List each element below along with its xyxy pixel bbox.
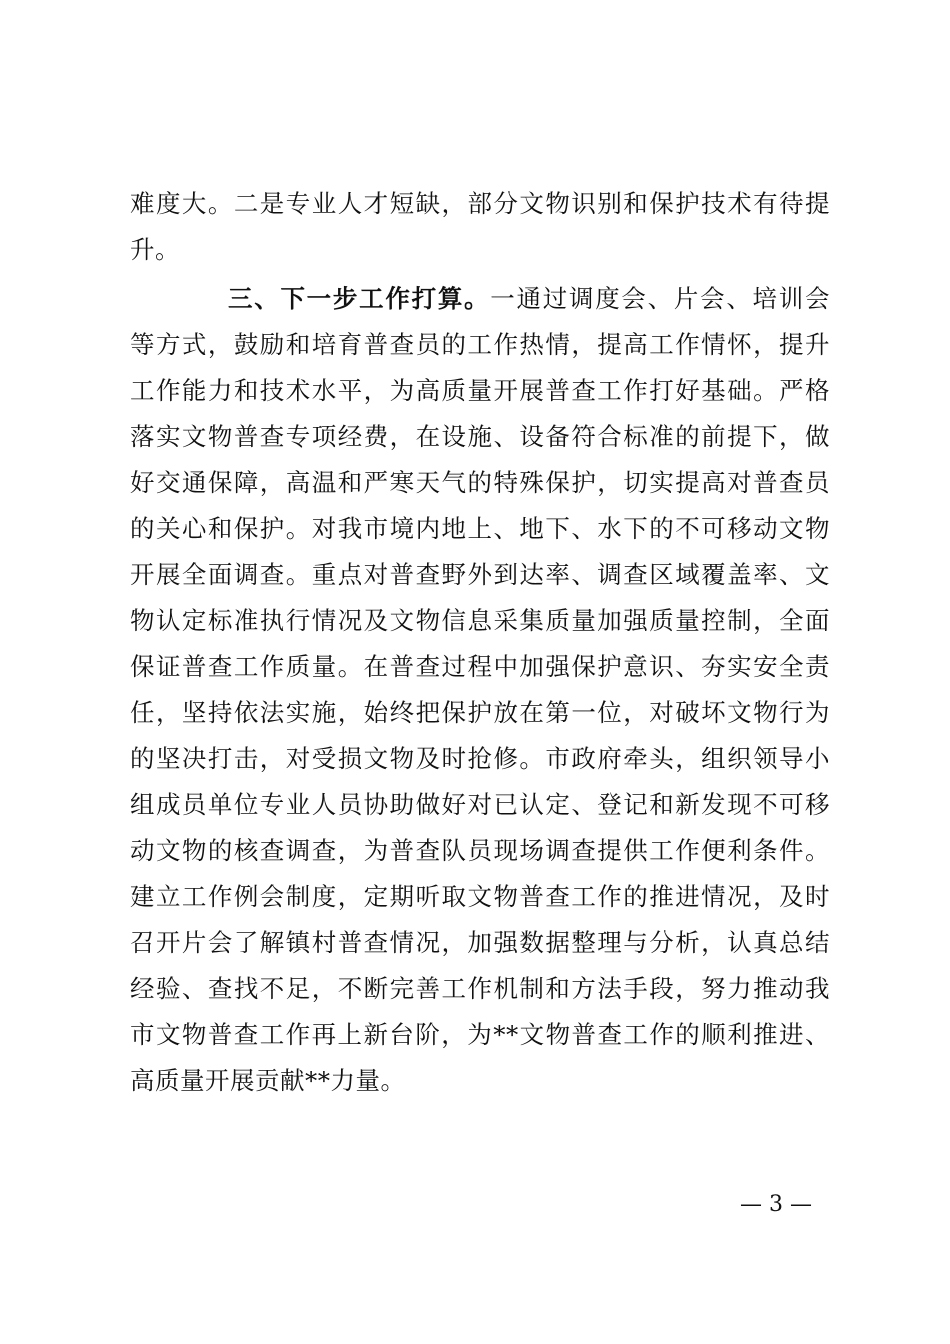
paragraph-line: 建立工作例会制度，定期听取文物普查工作的推进情况，及时 <box>130 882 830 911</box>
continued-paragraph <box>130 181 830 273</box>
section-heading: 三、下一步工作打算。 <box>228 284 491 313</box>
page-number: — 3 — <box>740 1192 812 1217</box>
paragraph-line: 好交通保障，高温和严寒天气的特殊保护，切实提高对普查员 <box>130 468 830 497</box>
paragraph-line: 落实文物普查专项经费，在设施、设备符合标准的前提下，做 <box>130 422 830 451</box>
paragraph-line: 动文物的核查调查，为普查队员现场调查提供工作便利条件。 <box>130 836 830 865</box>
paragraph-line: 的关心和保护。对我市境内地上、地下、水下的不可移动文物 <box>130 514 830 543</box>
paragraph-line: 组成员单位专业人员协助做好对已认定、登记和新发现不可移 <box>130 790 830 819</box>
paragraph-line: 保证普查工作质量。在普查过程中加强保护意识、夯实安全责 <box>130 652 830 681</box>
paragraph-line: 难度大。二是专业人才短缺，部分文物识别和保护技术有待提 <box>130 189 830 218</box>
paragraph-line: 任，坚持依法实施，始终把保护放在第一位，对破坏文物行为 <box>130 698 830 727</box>
first-line-text: 一通过调度会、片会、培训会 <box>490 284 831 313</box>
paragraph-line: 经验、查找不足，不断完善工作机制和方法手段，努力推动我 <box>130 974 830 1003</box>
paragraph-line: 高质量开展贡献**力量。 <box>130 1066 406 1095</box>
paragraph-line: 召开片会了解镇村普查情况，加强数据整理与分析，认真总结 <box>130 928 830 957</box>
paragraph-line: 开展全面调查。重点对普查野外到达率、调查区域覆盖率、文 <box>130 560 830 589</box>
section-three-first-line <box>130 276 830 322</box>
paragraph-line: 工作能力和技术水平，为高质量开展普查工作打好基础。严格 <box>130 376 830 405</box>
paragraph-line: 的坚决打击，对受损文物及时抢修。市政府牵头，组织领导小 <box>130 744 830 773</box>
paragraph-line: 物认定标准执行情况及文物信息采集质量加强质量控制，全面 <box>130 606 830 635</box>
paragraph-line: 升。 <box>130 235 180 264</box>
section-three-paragraph <box>130 276 830 1104</box>
paragraph-line: 等方式，鼓励和培育普查员的工作热情，提高工作情怀，提升 <box>130 330 830 359</box>
paragraph-line: 市文物普查工作再上新台阶，为**文物普查工作的顺利推进、 <box>130 1020 830 1049</box>
